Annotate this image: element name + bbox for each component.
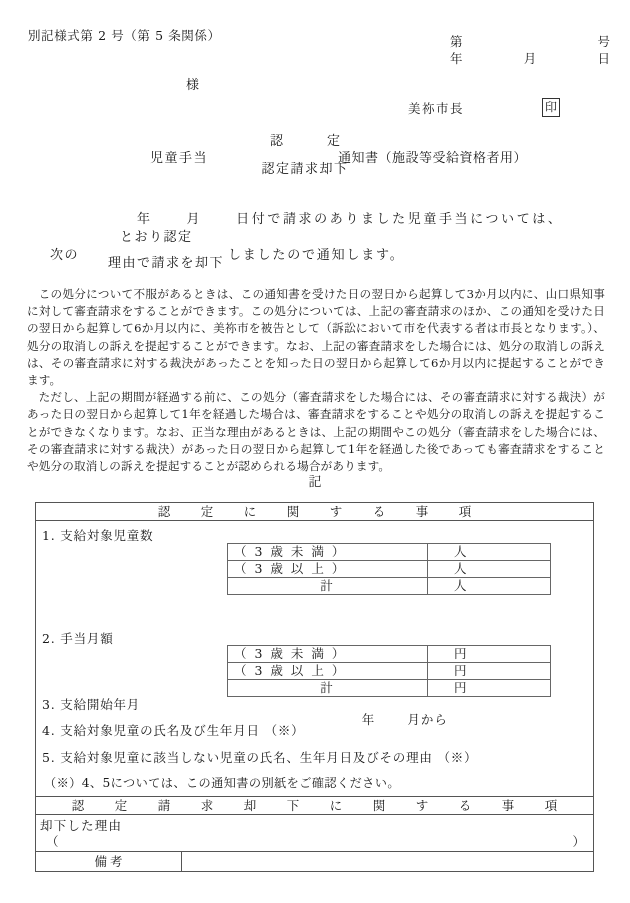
issuer-name: 美祢市長 bbox=[408, 101, 465, 116]
item1-row3-label: 計 bbox=[228, 578, 428, 595]
item2-row1-unit: 円 bbox=[428, 646, 551, 663]
item1-row2-unit: 人 bbox=[428, 561, 551, 578]
approval-section-header: 認 定 に 関 す る 事 項 bbox=[36, 503, 593, 521]
item2-label: 2. 手当月額 bbox=[42, 631, 114, 646]
title-suffix: 通知書（施設等受給資格者用） bbox=[338, 151, 528, 166]
details-table-body bbox=[36, 521, 593, 796]
rejection-section-header: 認 定 請 求 却 下 に 関 す る 事 項 bbox=[36, 796, 593, 815]
item3-month-label: 月から bbox=[407, 712, 448, 727]
table-row bbox=[228, 663, 551, 680]
document-title bbox=[150, 134, 570, 178]
rejection-reason-paren-left: （ bbox=[46, 834, 59, 849]
title-prefix: 児童手当 bbox=[150, 151, 209, 166]
item4-label: 4. 支給対象児童の氏名及び生年月日 （※） bbox=[42, 723, 305, 738]
item2-row2-label: （ 3 歳 以 上 ） bbox=[228, 663, 428, 680]
remarks-label: 備考 bbox=[36, 852, 182, 871]
notification-clause bbox=[50, 230, 510, 278]
item2-row3-unit: 円 bbox=[428, 680, 551, 697]
seal-stamp-box: 印 bbox=[542, 98, 560, 117]
document-number-label: 第 bbox=[450, 34, 463, 49]
title-option-approve: 認 定 bbox=[269, 134, 346, 149]
item1-row1-label: （ 3 歳 未 満 ） bbox=[228, 544, 428, 561]
item3-year-label: 年 bbox=[361, 712, 376, 727]
table-row bbox=[228, 544, 551, 561]
document-number-suffix: 号 bbox=[597, 34, 610, 49]
title-option-reject: 認定請求却下 bbox=[261, 162, 349, 177]
item1-row2-label: （ 3 歳 以 上 ） bbox=[228, 561, 428, 578]
form-number: 別記様式第 2 号（第 5 条関係） bbox=[28, 28, 221, 43]
item3-label: 3. 支給開始年月 bbox=[42, 697, 141, 712]
date-year-label: 年 bbox=[450, 51, 463, 66]
clause-prefix: 次の bbox=[50, 248, 80, 263]
clause-option-approve: とおり認定 bbox=[120, 230, 193, 245]
item2-row3-label: 計 bbox=[228, 680, 428, 697]
appeal-paragraph-2: ただし、上記の期間が経過する前に、この処分（審査請求をした場合には、その審査請求に対する裁決）があった日の翌日から起算して1年を経過した場合は、審査請求をすることや処分の取消しの訴えを提起することができなくなります。なお、正当な理由があるときは、上記の期間やこの処分（審査請求をした場合には、その審査請求に対する裁決）があった日の翌日から起算して1年を経過した後であっても審査請求をすることや処分の取消しの訴えを提起することが認められる場合があります。 bbox=[27, 390, 605, 474]
claim-day-sentence: 日付で請求のありました児童手当については、 bbox=[236, 212, 564, 227]
table-row bbox=[228, 680, 551, 697]
item2-sub-table bbox=[227, 645, 551, 697]
table-row bbox=[228, 578, 551, 595]
attachment-footnote: （※）4、5については、この通知書の別紙をご確認ください。 bbox=[44, 776, 400, 790]
appeal-rights-text bbox=[27, 286, 605, 475]
item1-label: 1. 支給対象児童数 bbox=[42, 528, 154, 543]
details-table bbox=[35, 502, 594, 872]
appeal-paragraph-1: この処分について不服があるときは、この通知書を受けた日の翌日から起算して3か月以内に、山口県知事に対して審査請求をすることができます。この処分については、上記の審査請求のほか、この通知を受けた日の翌日から起算して6か月以内に、美祢市を被告として（訴訟において市を代表する者は市長となります。）、処分の取消しの訴えを提起することができます。なお、上記の審査請求をした場合には、処分の取消しの訴えは、その審査請求に対する裁決があったことを知った日の翌日から起算して6か月以内に提起することができます。 bbox=[27, 287, 605, 388]
item2-row1-label: （ 3 歳 未 満 ） bbox=[228, 646, 428, 663]
addressee-honorific: 様 bbox=[186, 78, 200, 93]
remarks-value bbox=[182, 852, 593, 871]
clause-suffix: しましたので通知します。 bbox=[228, 248, 405, 263]
item1-row3-unit: 人 bbox=[428, 578, 551, 595]
rejection-reason-cell bbox=[36, 815, 593, 852]
kichu-marker: 記 bbox=[308, 475, 322, 490]
date-month-label: 月 bbox=[523, 51, 537, 66]
claim-month-label: 月 bbox=[186, 212, 203, 227]
item3-value bbox=[322, 695, 448, 743]
item1-sub-table bbox=[227, 543, 551, 595]
rejection-reason-paren-right: ） bbox=[572, 834, 585, 849]
remarks-row bbox=[36, 852, 593, 871]
document-number-date-block bbox=[450, 33, 610, 67]
table-row bbox=[228, 561, 551, 578]
table-row bbox=[228, 646, 551, 663]
item5-label: 5. 支給対象児童に該当しない児童の氏名、生年月日及びその理由 （※） bbox=[42, 750, 478, 765]
item2-row2-unit: 円 bbox=[428, 663, 551, 680]
claim-year-label: 年 bbox=[136, 212, 153, 227]
item1-row1-unit: 人 bbox=[428, 544, 551, 561]
clause-option-reject: 理由で請求を却下 bbox=[108, 256, 225, 271]
date-day-label: 日 bbox=[597, 51, 610, 66]
rejection-reason-label: 却下した理由 bbox=[40, 818, 123, 833]
